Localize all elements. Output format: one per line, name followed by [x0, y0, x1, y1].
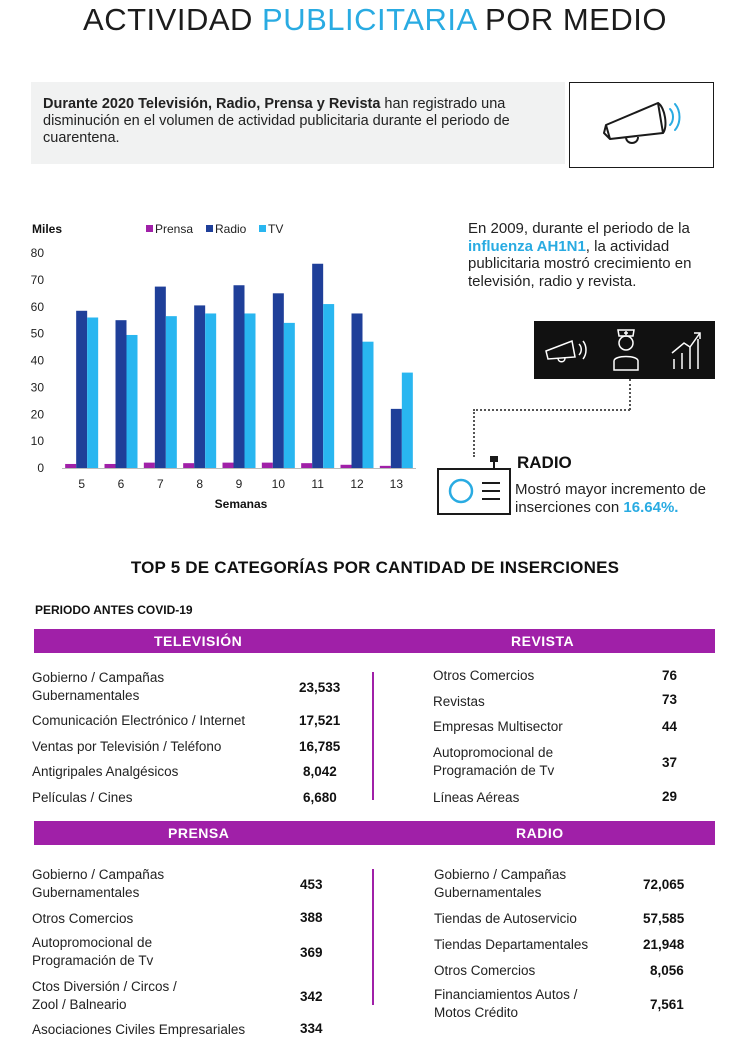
radio-row-1-value: 72,065 — [643, 877, 685, 892]
revista-row-2-value: 73 — [662, 692, 678, 707]
bar-prensa-week-8 — [183, 463, 194, 468]
bar-radio-week-13 — [391, 409, 402, 468]
y-tick-label: 40 — [30, 353, 44, 368]
section-title: TOP 5 DE CATEGORÍAS POR CANTIDAD DE INSERCIONES — [130, 558, 620, 577]
megaphone-icon — [546, 341, 586, 362]
revista-row-1-category: Otros Comercios — [433, 668, 535, 683]
revista-row-5-category: Líneas Aéreas — [433, 790, 520, 805]
tv-row-4-category: Antigripales Analgésicos — [32, 764, 179, 779]
bar-tv-week-11 — [323, 304, 334, 468]
revista-row-1-value: 76 — [662, 668, 678, 683]
legend-label-prensa: Prensa — [155, 222, 194, 236]
radio-text — [515, 481, 730, 517]
y-tick-label: 80 — [30, 246, 44, 260]
radio-row-5-value: 7,561 — [650, 997, 684, 1012]
prensa-row-2-value: 388 — [300, 910, 323, 925]
bar-prensa-week-6 — [105, 464, 116, 468]
y-tick-label: 30 — [30, 380, 44, 395]
x-tick-label: 6 — [117, 477, 125, 491]
bar-prensa-week-11 — [301, 463, 312, 468]
radio-row-3-category: Tiendas Departamentales — [434, 937, 589, 952]
revista-row-3-category: Empresas Multisector — [433, 719, 563, 734]
tv-row-2-value: 17,521 — [299, 713, 341, 728]
prensa-row-1-value: 453 — [300, 877, 323, 892]
megaphone-icon — [570, 83, 715, 169]
prensa-row-2-category: Otros Comercios — [32, 911, 134, 926]
y-axis-label: Miles — [32, 222, 63, 236]
note-text — [468, 220, 738, 290]
bar-tv-week-12 — [363, 342, 374, 468]
legend-swatch-tv — [259, 225, 266, 232]
legend-label-tv: TV — [268, 222, 284, 236]
bar-radio-week-6 — [116, 320, 127, 468]
bar-tv-week-6 — [127, 335, 138, 468]
prensa-row-4-category: Ctos Diversión / Circos / Zool / Balneario — [32, 979, 177, 1012]
y-tick-label: 20 — [30, 407, 44, 422]
connector-vertical-bottom — [473, 409, 475, 457]
radio-row-4-category: Otros Comercios — [434, 963, 536, 978]
x-tick-label: 5 — [78, 477, 86, 491]
tv-row-4-value: 8,042 — [303, 764, 337, 779]
bar-radio-week-7 — [155, 287, 166, 468]
bar-radio-week-5 — [76, 311, 87, 468]
revista-row-2-category: Revistas — [433, 694, 485, 709]
tv-header: TELEVISIÓN — [154, 633, 243, 649]
intro-text: han registrado una disminución en el volumen de actividad publicitaria durante el periodo de cuarentena. — [43, 96, 510, 146]
bar-prensa-week-12 — [341, 465, 352, 468]
tv-row-3-value: 16,785 — [299, 739, 341, 754]
tv-row-3-category: Ventas por Televisión / Teléfono — [32, 739, 222, 754]
title-part-2: PUBLICITARIA — [262, 2, 476, 37]
y-tick-label: 10 — [30, 434, 44, 449]
tv-row-1-value: 23,533 — [299, 680, 341, 695]
prensa-row-5-value: 334 — [300, 1021, 323, 1036]
radio-row-2-category: Tiendas de Autoservicio — [434, 911, 577, 926]
intro-bold: Durante 2020 Televisión, Radio, Prensa y Revista — [43, 96, 381, 112]
prensa-row-3-category: Autopromocional de Programación de Tv — [32, 935, 154, 968]
bar-radio-week-8 — [194, 305, 205, 468]
y-tick-label: 70 — [30, 272, 44, 287]
bar-prensa-week-9 — [223, 463, 234, 468]
title-part-3: POR MEDIO — [485, 2, 667, 37]
bar-tv-week-7 — [166, 316, 177, 468]
x-tick-label: 7 — [156, 477, 164, 491]
prensa-row-3-value: 369 — [300, 945, 323, 960]
bar-radio-week-11 — [312, 264, 323, 468]
radio-row-1-category: Gobierno / Campañas Gubernamentales — [434, 867, 567, 900]
bar-tv-week-8 — [205, 313, 216, 468]
prensa-row-4-value: 342 — [300, 989, 323, 1004]
radio-title: RADIO — [517, 453, 572, 472]
bar-radio-week-9 — [234, 285, 245, 468]
prensa-header: PRENSA — [168, 825, 230, 841]
y-tick-label: 60 — [30, 299, 44, 314]
x-tick-label: 12 — [350, 477, 364, 491]
title-part-1: ACTIVIDAD — [83, 2, 253, 37]
intro-box — [31, 82, 565, 164]
x-tick-label: 9 — [235, 477, 243, 491]
radio-icon — [436, 455, 512, 517]
period-label: PERIODO ANTES COVID-19 — [35, 603, 193, 617]
revista-row-3-value: 44 — [662, 719, 678, 734]
note-highlight: influenza AH1N1 — [468, 237, 586, 255]
legend-label-radio: Radio — [215, 222, 247, 236]
table-divider-bottom — [372, 869, 374, 1005]
prensa-row-1-category: Gobierno / Campañas Gubernamentales — [32, 867, 165, 900]
legend-swatch-prensa — [146, 225, 153, 232]
x-tick-label: 8 — [196, 477, 204, 491]
bar-tv-week-5 — [87, 318, 98, 469]
radio-text-main: Mostró mayor incremento de inserciones con — [515, 481, 706, 516]
header-bar-bottom — [34, 821, 715, 845]
revista-row-5-value: 29 — [662, 789, 678, 804]
legend-swatch-radio — [206, 225, 213, 232]
dark-icon-box — [534, 321, 715, 379]
bar-tv-week-9 — [245, 313, 256, 468]
table-divider-top — [372, 672, 374, 800]
radio-row-2-value: 57,585 — [643, 911, 685, 926]
radio-row-4-value: 8,056 — [650, 963, 684, 978]
radio-row-3-value: 21,948 — [643, 937, 685, 952]
y-tick-label: 0 — [37, 461, 44, 475]
nurse-icon — [614, 330, 638, 370]
tv-row-5-category: Películas / Cines — [32, 790, 133, 805]
chart-svg — [24, 215, 424, 520]
header-bar-top — [34, 629, 715, 653]
prensa-row-5-category: Asociaciones Civiles Empresariales — [32, 1022, 246, 1037]
connector-horizontal — [473, 409, 630, 411]
x-tick-label: 10 — [271, 477, 286, 491]
bar-radio-week-12 — [352, 313, 363, 468]
bar-prensa-week-10 — [262, 463, 273, 468]
x-tick-label: 13 — [389, 477, 404, 491]
revista-row-4-category: Autopromocional de Programación de Tv — [433, 745, 555, 778]
bar-tv-week-13 — [402, 373, 413, 468]
growth-chart-icon — [672, 333, 700, 369]
tv-row-5-value: 6,680 — [303, 790, 337, 805]
x-tick-label: 11 — [311, 477, 324, 491]
connector-vertical-top — [629, 379, 631, 410]
bar-prensa-week-5 — [65, 464, 76, 468]
bar-radio-week-10 — [273, 293, 284, 468]
y-tick-label: 50 — [30, 326, 44, 341]
bar-prensa-week-13 — [380, 466, 391, 468]
radio-highlight: 16.64%. — [623, 499, 679, 516]
x-axis-label: Semanas — [214, 497, 268, 511]
intro-icon-box — [569, 82, 714, 168]
bar-chart — [24, 215, 424, 520]
revista-header: REVISTA — [511, 633, 575, 649]
page-title — [0, 2, 750, 38]
bar-prensa-week-7 — [144, 463, 155, 468]
revista-row-4-value: 37 — [662, 755, 678, 770]
note-after: , la actividad publicitaria mostró crecimiento en televisión, radio y revista. — [468, 237, 692, 290]
radio-row-5-category: Financiamientos Autos / Motos Crédito — [434, 987, 578, 1020]
tv-row-1-category: Gobierno / Campañas Gubernamentales — [32, 670, 165, 703]
note-before: En 2009, durante el periodo de la — [468, 220, 690, 237]
bar-tv-week-10 — [284, 323, 295, 468]
radio-header: RADIO — [516, 825, 564, 841]
tv-row-2-category: Comunicación Electrónico / Internet — [32, 713, 246, 728]
